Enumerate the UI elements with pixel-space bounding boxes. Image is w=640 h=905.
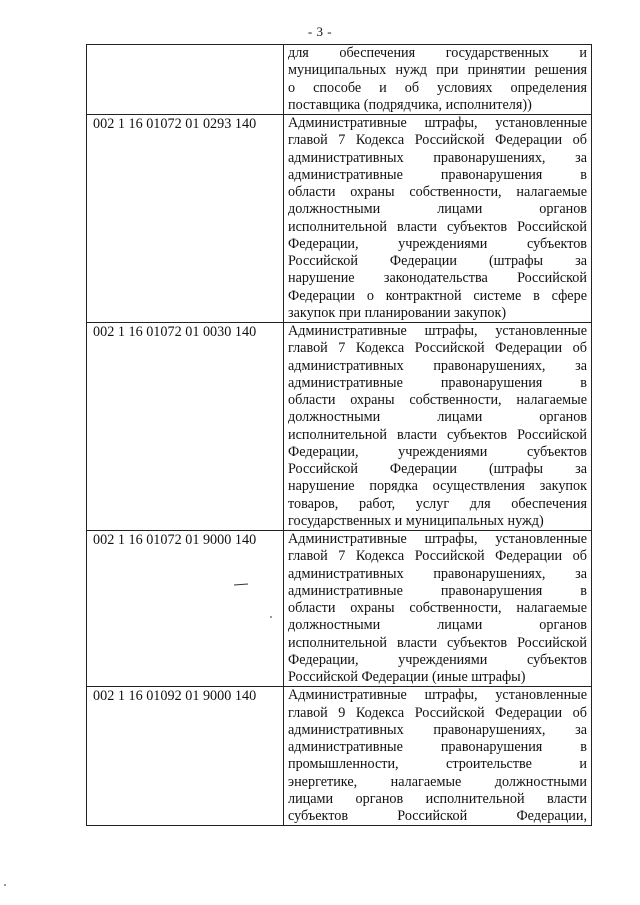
kbk-code-cell: 002 1 16 01072 01 0293 140 bbox=[87, 115, 284, 323]
description-line: для обеспечения государственных и bbox=[288, 45, 587, 61]
description-line: исполнительной власти субъектов Российской bbox=[288, 218, 587, 235]
table-row bbox=[87, 531, 592, 687]
description-line: муниципальных нужд при принятии решения bbox=[288, 62, 587, 79]
description-line: товаров, работ, услуг для обеспечения bbox=[288, 495, 587, 512]
description-line: должностными лицами органов bbox=[288, 409, 587, 426]
description-line: области охраны собственности, налагаемые bbox=[288, 600, 587, 616]
table-row bbox=[87, 115, 592, 323]
description-line: Административные штрафы, установленные bbox=[288, 323, 587, 339]
description-line: Федерации о контрактной системе в сфере bbox=[288, 287, 587, 304]
description-line: промышленности, строительстве и bbox=[288, 756, 587, 773]
table-row bbox=[87, 687, 592, 826]
description-line: поставщика (подрядчика, исполнителя)) bbox=[288, 96, 532, 113]
description-line: административные правонарушения в bbox=[288, 739, 587, 755]
description-line: административных правонарушениях, за bbox=[288, 565, 587, 582]
description-line: государственных и муниципальных нужд) bbox=[288, 512, 544, 529]
description-line: главой 7 Кодекса Российской Федерации об bbox=[288, 548, 587, 565]
description-line: энергетике, налагаемые должностными bbox=[288, 773, 587, 790]
kbk-code-cell: 002 1 16 01072 01 0030 140 bbox=[87, 323, 284, 531]
description-line: Административные штрафы, установленные bbox=[288, 687, 587, 704]
description-line: административные правонарушения в bbox=[288, 166, 587, 183]
description-line: Российской Федерации (штрафы за bbox=[288, 253, 587, 269]
description-line: о способе и об условиях определения bbox=[288, 79, 587, 96]
description-line: главой 7 Кодекса Российской Федерации об bbox=[288, 132, 587, 149]
description-line: Федерации, учреждениями субъектов bbox=[288, 443, 587, 460]
description-line: административные правонарушения в bbox=[288, 582, 587, 599]
description-line: Российской Федерации (иные штрафы) bbox=[288, 669, 526, 685]
description-line: исполнительной власти субъектов Российской bbox=[288, 426, 587, 443]
description-line: Федерации, учреждениями субъектов bbox=[288, 235, 587, 252]
description-line: главой 9 Кодекса Российской Федерации об bbox=[288, 704, 587, 721]
description-line: исполнительной власти субъектов Российской bbox=[288, 634, 587, 651]
scan-speck bbox=[4, 884, 6, 886]
kbk-code-cell bbox=[87, 45, 284, 115]
description-line: Федерации, учреждениями субъектов bbox=[288, 651, 587, 668]
description-line: административные правонарушения в bbox=[288, 374, 587, 391]
description-line: должностными лицами органов bbox=[288, 617, 587, 634]
description-cell bbox=[284, 45, 592, 115]
description-line: нарушение порядка осуществления закупок bbox=[288, 478, 587, 495]
kbk-code-cell: 002 1 16 01072 01 9000 140 bbox=[87, 531, 284, 687]
description-line: Российской Федерации (штрафы за bbox=[288, 461, 587, 477]
description-line: должностными лицами органов bbox=[288, 201, 587, 218]
description-line: главой 7 Кодекса Российской Федерации об bbox=[288, 340, 587, 357]
description-line: области охраны собственности, налагаемые bbox=[288, 392, 587, 408]
classification-table bbox=[86, 44, 592, 826]
description-line: Административные штрафы, установленные bbox=[288, 115, 587, 131]
description-line: административных правонарушениях, за bbox=[288, 357, 587, 374]
description-cell bbox=[284, 687, 592, 826]
page-number: - 3 - bbox=[307, 24, 333, 39]
description-line: административных правонарушениях, за bbox=[288, 149, 587, 166]
description-cell bbox=[284, 531, 592, 687]
table-row bbox=[87, 323, 592, 531]
description-line: нарушение законодательства Российской bbox=[288, 270, 587, 287]
table-body bbox=[87, 45, 592, 826]
kbk-code-cell: 002 1 16 01092 01 9000 140 bbox=[87, 687, 284, 826]
description-line: административных правонарушениях, за bbox=[288, 721, 587, 738]
description-line: субъектов Российской Федерации, bbox=[288, 808, 587, 824]
scan-speck bbox=[270, 616, 272, 618]
description-cell bbox=[284, 115, 592, 323]
description-line: Административные штрафы, установленные bbox=[288, 531, 587, 547]
description-line: области охраны собственности, налагаемые bbox=[288, 184, 587, 200]
table-row bbox=[87, 45, 592, 115]
description-cell bbox=[284, 323, 592, 531]
description-line: закупок при планировании закупок) bbox=[288, 304, 507, 321]
description-line: лицами органов исполнительной власти bbox=[288, 790, 587, 807]
